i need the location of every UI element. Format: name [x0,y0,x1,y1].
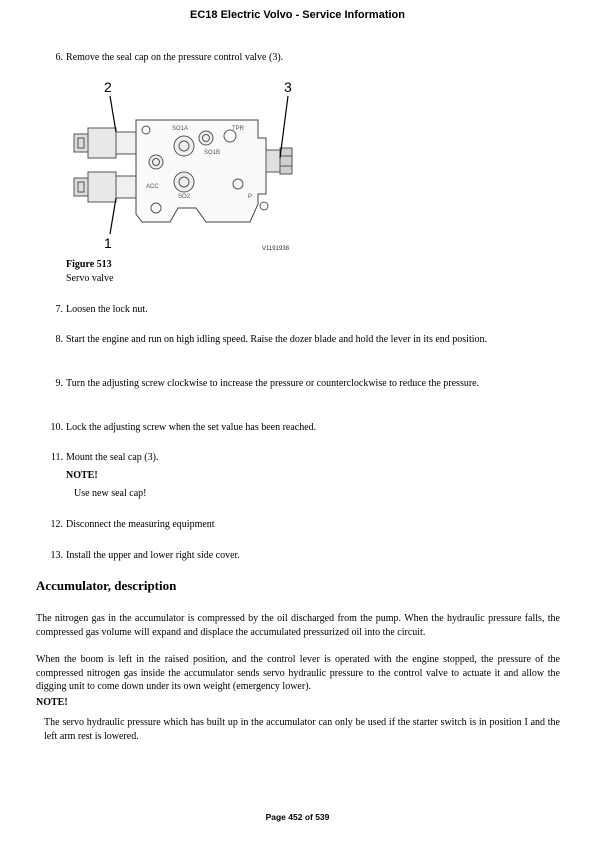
step-number: 10. [50,422,63,433]
step-text: Loosen the lock nut. [66,304,148,315]
callout-2: 2 [104,79,112,95]
port-label-p: P [248,194,253,200]
step-number: 9. [55,378,63,389]
step-number: 13. [50,550,63,561]
section-note-label: NOTE! [36,697,68,708]
step-9 [36,377,560,391]
figure-caption [66,258,114,286]
step-text: Remove the seal cap on the pressure control valve (3). [66,52,284,63]
step-text: Lock the adjusting screw when the set value has been reached. [66,422,317,433]
step-note-text: Use new seal cap! [74,488,147,499]
step-number: 7. [55,304,63,315]
step-note-label: NOTE! [66,470,98,481]
figure-caption-text: Servo valve [66,273,114,284]
port-label-so2: SO2 [178,194,191,200]
step-6 [36,51,560,65]
step-text: Disconnect the measuring equipment [66,519,215,530]
paragraph: When the boom is left in the raised position, and the control lever is operated with the engine stopped, the pressure of the compressed nitrogen gas inside the accumulator sends servo hydraulic pressure to the control valve to actuate it and allow the digging unit to come down under its own weight (emergency lower). [36,654,560,692]
callout-3: 3 [284,79,292,95]
step-8 [36,333,560,347]
port-label-so1a: SO1A [172,126,189,132]
figure-caption-title: Figure 513 [66,259,112,270]
paragraph: The nitrogen gas in the accumulator is compressed by the oil discharged from the pump. When the hydraulic pressure falls, the compressed gas volume will expand and displace the accumulated pressurized oil into the circuit. [36,613,560,638]
step-text: Install the upper and lower right side cover. [66,550,240,561]
step-7 [36,303,560,317]
section-note-text: The servo hydraulic pressure which has built up in the accumulator can only be used if the starter switch is in position I and the left arm rest is lowered. [44,717,560,742]
step-13 [36,549,560,563]
step-number: 11. [50,452,63,463]
port-label-acc: ACC [146,184,159,190]
section-title: Accumulator, description [36,578,177,593]
page-header: EC18 Electric Volvo - Service Information [190,9,405,21]
step-11 [36,451,560,465]
port-label-tpr: TPR [232,126,244,132]
step-number: 8. [55,334,63,345]
callout-1: 1 [104,235,112,251]
step-text: Start the engine and run on high idling speed. Raise the dozer blade and hold the lever in its end position. [66,334,488,345]
step-text: Mount the seal cap (3). [66,452,159,463]
page-footer: Page 452 of 539 [265,812,330,822]
step-text: Turn the adjusting screw clockwise to increase the pressure or counterclockwise to reduce the pressure. [66,378,480,389]
port-label-so1b: SO1B [204,150,221,156]
step-10 [36,421,560,435]
servo-valve-figure [66,76,306,254]
step-number: 6. [55,52,63,63]
image-code: V1191938 [262,246,289,252]
step-number: 12. [50,519,63,530]
step-12 [36,518,560,532]
